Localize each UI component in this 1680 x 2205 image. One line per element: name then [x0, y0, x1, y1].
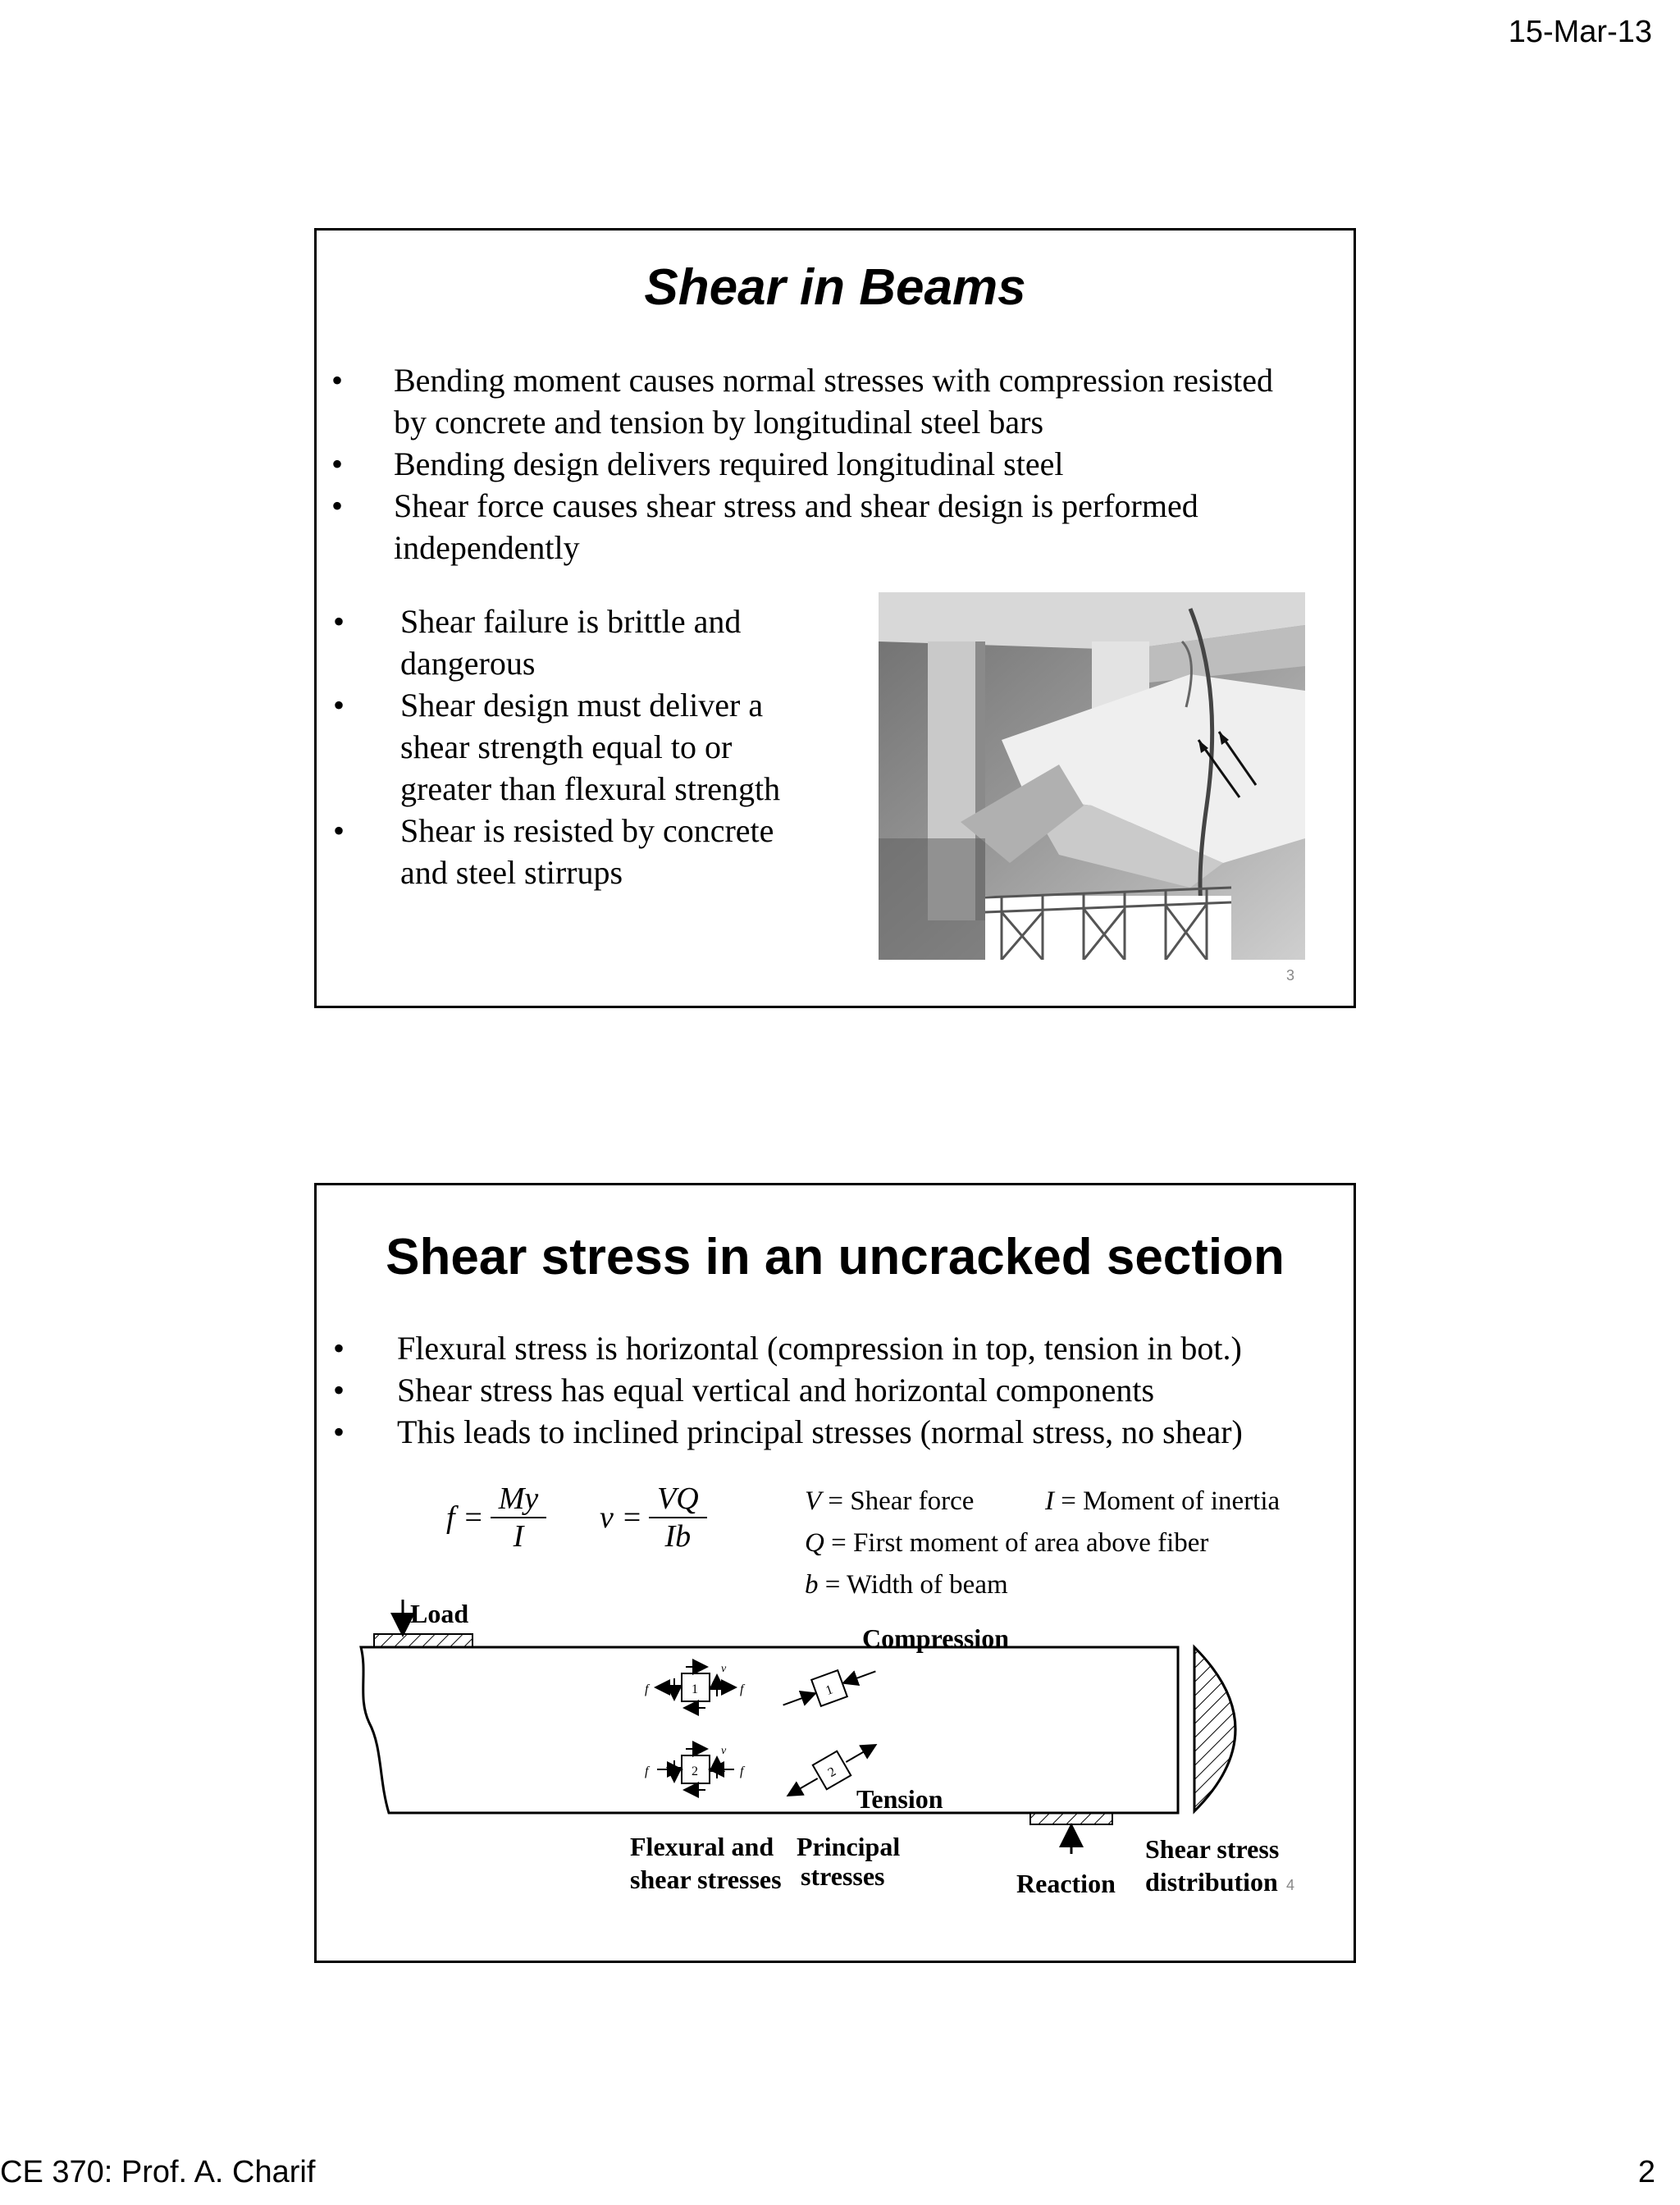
shear-failure-photo	[879, 592, 1305, 960]
label-principal-2: stresses	[801, 1861, 885, 1891]
label-flexural-2: shear stresses	[630, 1865, 782, 1894]
def-I: = Moment of inertia	[1061, 1486, 1281, 1516]
bullet-item: • Shear is resisted by concrete and steel stirrups	[333, 810, 825, 893]
stress-f: f	[740, 1682, 744, 1696]
variable-definitions	[805, 1481, 1280, 1606]
footer-course: CE 370: Prof. A. Charif	[0, 2155, 316, 2189]
shear-distribution-shape	[1194, 1647, 1235, 1811]
bullet-item: • Shear stress has equal vertical and horizontal components	[333, 1369, 1334, 1411]
stress-v: v	[721, 1663, 727, 1675]
fraction	[491, 1481, 547, 1554]
slide-title: Shear stress in an uncracked section	[386, 1229, 1285, 1285]
slide-number: 4	[1285, 1877, 1294, 1893]
label-tension: Tension	[856, 1784, 943, 1814]
element-number: 1	[692, 1682, 698, 1696]
bullet-item: • Bending design delivers required longitudinal steel	[331, 443, 1299, 485]
label-shear-2: distribution	[1145, 1867, 1278, 1897]
beam-stress-diagram	[358, 1600, 1309, 1920]
stress-f: f	[645, 1764, 649, 1778]
stress-f: f	[740, 1764, 744, 1778]
bullet-item: • Flexural stress is horizontal (compression in top, tension in bot.)	[333, 1327, 1334, 1369]
label-flexural-1: Flexural and	[630, 1832, 774, 1861]
symbol-I: I	[1044, 1486, 1054, 1516]
slide-title: Shear in Beams	[644, 259, 1026, 316]
eq-lhs: f =	[446, 1500, 484, 1535]
element-number: 2	[825, 1764, 839, 1781]
bullet-item: • Shear design must deliver a shear strength equal to or greater than flexural strength	[333, 684, 825, 810]
fraction	[649, 1481, 707, 1554]
stress-f: f	[645, 1682, 649, 1696]
bullet-list	[333, 1327, 1334, 1453]
bullet-list	[331, 359, 1299, 568]
bullet-item: • Shear failure is brittle and dangerous	[333, 600, 825, 684]
reaction-plate	[1030, 1813, 1112, 1824]
numerator: My	[491, 1481, 547, 1518]
equation-shear-stress	[600, 1481, 707, 1554]
load-plate	[374, 1634, 472, 1647]
numerator: VQ	[649, 1481, 707, 1518]
slide-shear-stress-uncracked	[314, 1183, 1356, 1963]
footer-page-number: 2	[1637, 2155, 1655, 2189]
eq-lhs: v =	[600, 1500, 643, 1535]
label-load: Load	[410, 1600, 469, 1628]
denominator: Ib	[664, 1519, 692, 1554]
slide-number: 3	[1285, 967, 1294, 984]
symbol-Q: Q	[805, 1528, 824, 1558]
symbol-V: V	[805, 1486, 822, 1516]
label-shear-1: Shear stress	[1145, 1834, 1280, 1864]
def-V: = Shear force	[828, 1486, 975, 1516]
bullet-list-left	[333, 600, 825, 893]
label-compression: Compression	[862, 1623, 1009, 1653]
def-b: = Width of beam	[824, 1570, 1008, 1600]
bullet-item: • Bending moment causes normal stresses with compression resisted by concrete and tension by longitudinal steel bars	[331, 359, 1299, 443]
label-principal-1: Principal	[797, 1832, 901, 1861]
element-number: 1	[824, 1682, 835, 1699]
element-number: 2	[692, 1764, 698, 1778]
page-date: 15-Mar-13	[1508, 15, 1652, 49]
slide-shear-in-beams	[314, 228, 1356, 1008]
def-Q: = First moment of area above fiber	[831, 1528, 1209, 1558]
symbol-b: b	[805, 1570, 819, 1600]
bullet-item: • This leads to inclined principal stresses (normal stress, no shear)	[333, 1411, 1334, 1453]
denominator: I	[513, 1519, 524, 1554]
beam-outline	[361, 1647, 1178, 1813]
equation-flexural-stress	[446, 1481, 546, 1554]
bullet-item: • Shear force causes shear stress and shear design is performed independently	[331, 485, 1299, 568]
stress-v: v	[721, 1745, 727, 1757]
label-reaction: Reaction	[1016, 1869, 1116, 1898]
